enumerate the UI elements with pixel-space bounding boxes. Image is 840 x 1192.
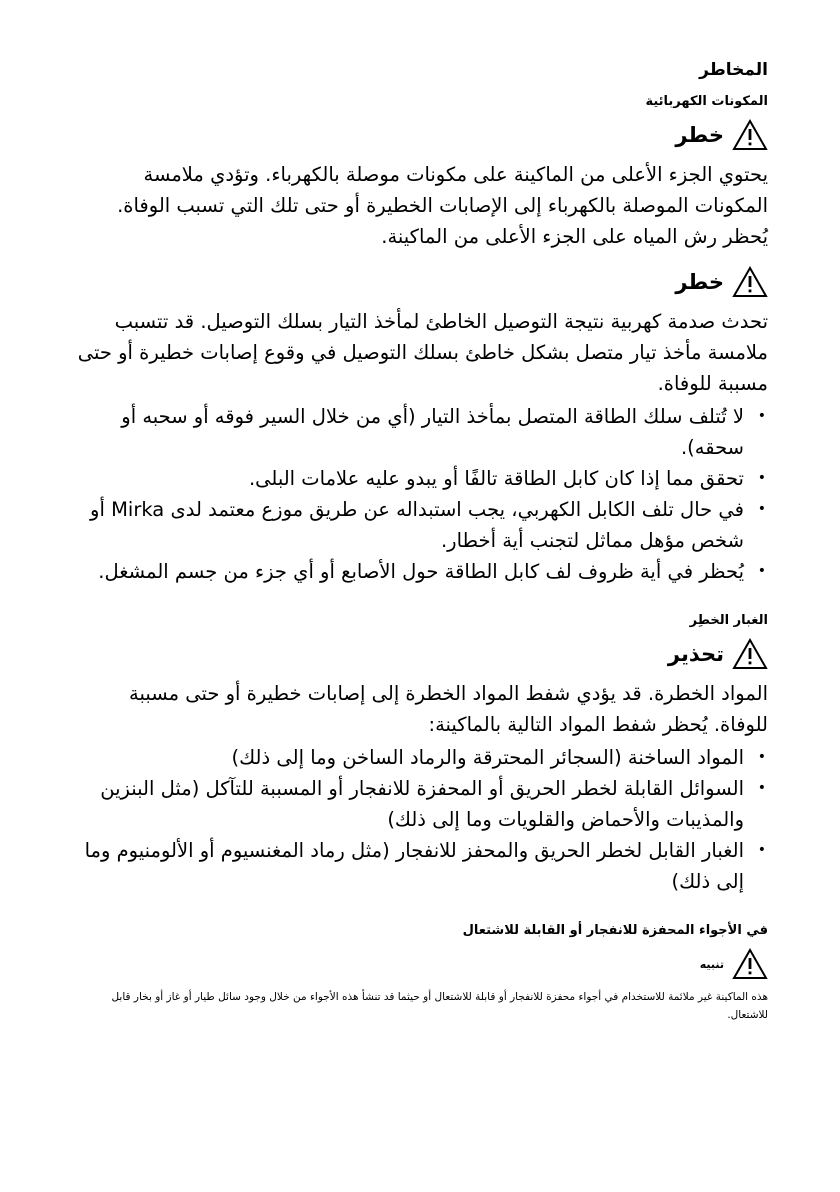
danger-header-1 <box>70 119 768 151</box>
document-page <box>70 60 768 1024</box>
danger-text-1: يحتوي الجزء الأعلى من الماكينة على مكونات موصلة بالكهرباء. وتؤدي ملامسة المكونات الموصلة بالكهرباء إلى الإصابات الخطيرة أو حتى تلك التي تسبب الوفاة. يُحظر رش المياه على الجزء الأعلى من الماكينة. <box>117 163 768 248</box>
notice-header <box>70 948 768 980</box>
list-item: • المواد الساخنة (السجائر المحترقة والرماد الساخن وما إلى ذلك) <box>70 742 750 773</box>
list-item: • لا تُتلف سلك الطاقة المتصل بمأخذ التيار (أي من خلال السير فوقه أو سحبه أو سحقه). <box>70 401 750 463</box>
section-heading-electrical: المكونات الكهربائية <box>645 94 768 109</box>
warning-triangle-icon <box>732 119 768 151</box>
caution-header <box>70 638 768 670</box>
danger-label: خطر <box>675 270 724 294</box>
notice-label: تنبيه <box>699 957 724 971</box>
caution-bullet-list <box>70 742 768 897</box>
danger-bullet-list <box>70 401 768 587</box>
warning-triangle-icon <box>732 638 768 670</box>
page-title: المخاطر <box>699 60 768 80</box>
list-item: • في حال تلف الكابل الكهربي، يجب استبداله عن طريق موزع معتمد لدى Mirka أو شخص مؤهل مماثل لتجنب أية أخطار. <box>70 494 750 556</box>
caution-text: المواد الخطرة. قد يؤدي شفط المواد الخطرة إلى إصابات خطيرة أو حتى مسببة للوفاة. يُحظر شفط المواد التالية بالماكينة: <box>128 682 768 736</box>
caution-label: تحذير <box>667 642 724 666</box>
danger-header-2 <box>70 266 768 298</box>
section-heading-dust: الغبار الخطِر <box>689 613 768 628</box>
danger-label: خطر <box>675 123 724 147</box>
warning-triangle-icon <box>732 266 768 298</box>
section-heading-explosive: في الأجواء المحفزة للانفجار أو القابلة للاشتعال <box>462 923 768 938</box>
list-item: • تحقق مما إذا كان كابل الطاقة تالفًا أو يبدو عليه علامات البلى. <box>70 463 750 494</box>
danger-text-2: تحدث صدمة كهربية نتيجة التوصيل الخاطئ لمأخذ التيار بسلك التوصيل. قد تتسبب ملامسة مأخذ تيار متصل بشكل خاطئ بسلك التوصيل في وقوع إصابات خطيرة أو حتى مسببة للوفاة. <box>77 310 768 395</box>
notice-text: هذه الماكينة غير ملائمة للاستخدام في أجواء محفزة للانفجار أو قابلة للاشتعال أو حيثما قد تنشأ هذه الأجواء من خلال وجود سائل طيار أو غاز أو بخار قابل للاشتعال. <box>111 991 768 1021</box>
list-item: • يُحظر في أية ظروف لف كابل الطاقة حول الأصابع أو أي جزء من جسم المشغل. <box>70 556 750 587</box>
list-item: • الغبار القابل لخطر الحريق والمحفز للانفجار (مثل رماد المغنسيوم أو الألومنيوم وما إلى ذلك) <box>70 835 750 897</box>
list-item: • السوائل القابلة لخطر الحريق أو المحفزة للانفجار أو المسببة للتآكل (مثل البنزين والمذيبات والأحماض والقلويات وما إلى ذلك) <box>70 773 750 835</box>
warning-triangle-icon <box>732 948 768 980</box>
